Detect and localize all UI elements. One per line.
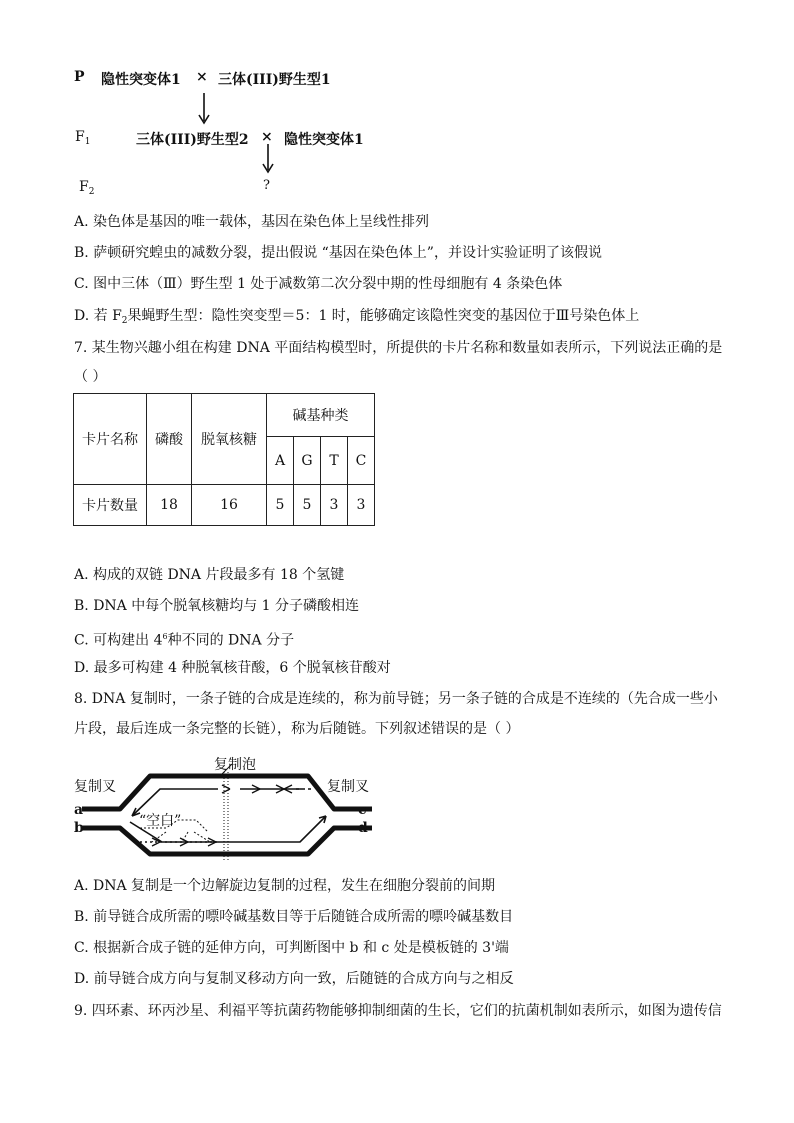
label-gap: “空白” <box>139 813 182 829</box>
q7-stem: 7. 某生物兴趣小组在构建 DNA 平面结构模型时，所提供的卡片名称和数量如表所示，下列说法正确的是 <box>74 340 723 356</box>
cell-base-a: 5 <box>267 485 294 526</box>
cell-base-t: 3 <box>321 485 348 526</box>
header-base-g: G <box>294 437 321 485</box>
header-base-a: A <box>267 437 294 485</box>
q8-stem-line2: 片段，最后连成一条完整的长链），称为后随链。下列叙述错误的是（ ） <box>74 721 520 737</box>
f1-generation-label: $F_1$ <box>75 129 91 147</box>
f2-result: ? <box>263 178 270 193</box>
arrow-down-icon <box>260 144 276 174</box>
label-fork-right: 复制叉 <box>327 779 369 795</box>
q8-option-b: B. 前导链合成所需的嘌呤碱基数目等于后随链合成所需的嘌呤碱基数目 <box>74 909 514 925</box>
f1-parent-right: 隐性突变体1 <box>284 132 364 148</box>
cross-symbol-p: × <box>196 69 208 85</box>
cross-symbol-f1: × <box>261 129 273 145</box>
table-row <box>74 485 375 526</box>
q6-option-d: D. 若 $F_2$果蝇野生型：隐性突变型＝5：1 时，能够确定该隐性突变的基因位于Ⅲ号染色体上 <box>74 308 640 326</box>
f1-parent-left: 三体(III)野生型2 <box>136 132 249 148</box>
label-strand-a: a <box>74 802 84 818</box>
header-card-name: 卡片名称 <box>74 394 147 485</box>
label-strand-b: b <box>74 820 84 836</box>
q6-option-c: C. 图中三体（Ⅲ）野生型 1 处于减数第二次分裂中期的性母细胞有 4 条染色体 <box>74 276 563 292</box>
f2-generation-label: $F_2$ <box>79 179 95 197</box>
q9-stem: 9. 四环素、环丙沙星、利福平等抗菌药物能够抑制细菌的生长，它们的抗菌机制如表所示，如图为遗传信 <box>74 1003 722 1019</box>
q6-option-b: B. 萨顿研究蝗虫的减数分裂，提出假说 “基因在染色体上”，并设计实验证明了该假说 <box>74 245 602 261</box>
p-generation-label: P <box>74 69 85 85</box>
q8-stem-line1: 8. DNA 复制时，一条子链的合成是连续的，称为前导链；另一条子链的合成是不连续的（先合成一些小 <box>74 691 718 707</box>
q8-option-c: C. 根据新合成子链的延伸方向，可判断图中 b 和 c 处是模板链的 3'端 <box>74 940 509 956</box>
header-phosphate: 磷酸 <box>147 394 192 485</box>
p-parent-right: 三体(III)野生型1 <box>218 72 331 88</box>
card-table <box>73 393 375 526</box>
p-parent-left: 隐性突变体1 <box>101 72 181 88</box>
q7-option-c: C. 可构建出 $4^6$种不同的 DNA 分子 <box>74 632 295 649</box>
cell-phosphate: 18 <box>147 485 192 526</box>
q7-answer-paren: （ ） <box>74 369 107 385</box>
label-strand-c: c <box>358 802 367 818</box>
q8-option-a: A. DNA 复制是一个边解旋边复制的过程，发生在细胞分裂前的间期 <box>74 878 496 894</box>
cell-base-g: 5 <box>294 485 321 526</box>
arrow-down-icon <box>196 93 212 125</box>
q7-option-d: D. 最多可构建 4 种脱氧核苷酸，6 个脱氧核苷酸对 <box>74 660 391 676</box>
label-strand-d: d <box>358 820 368 836</box>
header-base-t: T <box>321 437 348 485</box>
q7-option-a: A. 构成的双链 DNA 片段最多有 18 个氢键 <box>74 567 345 583</box>
q7-option-b: B. DNA 中每个脱氧核糖均与 1 分子磷酸相连 <box>74 598 360 614</box>
cell-deoxyribose: 16 <box>192 485 267 526</box>
header-base-types: 碱基种类 <box>267 394 375 437</box>
q8-option-d: D. 前导链合成方向与复制叉移动方向一致，后随链的合成方向与之相反 <box>74 971 514 987</box>
header-deoxyribose: 脱氧核糖 <box>192 394 267 485</box>
q6-option-a: A. 染色体是基因的唯一载体，基因在染色体上呈线性排列 <box>74 214 430 230</box>
label-replication-bubble: 复制泡 <box>214 757 256 773</box>
row-label-card-count: 卡片数量 <box>74 485 147 526</box>
header-base-c: C <box>348 437 375 485</box>
label-fork-left: 复制叉 <box>74 779 116 795</box>
cell-base-c: 3 <box>348 485 375 526</box>
